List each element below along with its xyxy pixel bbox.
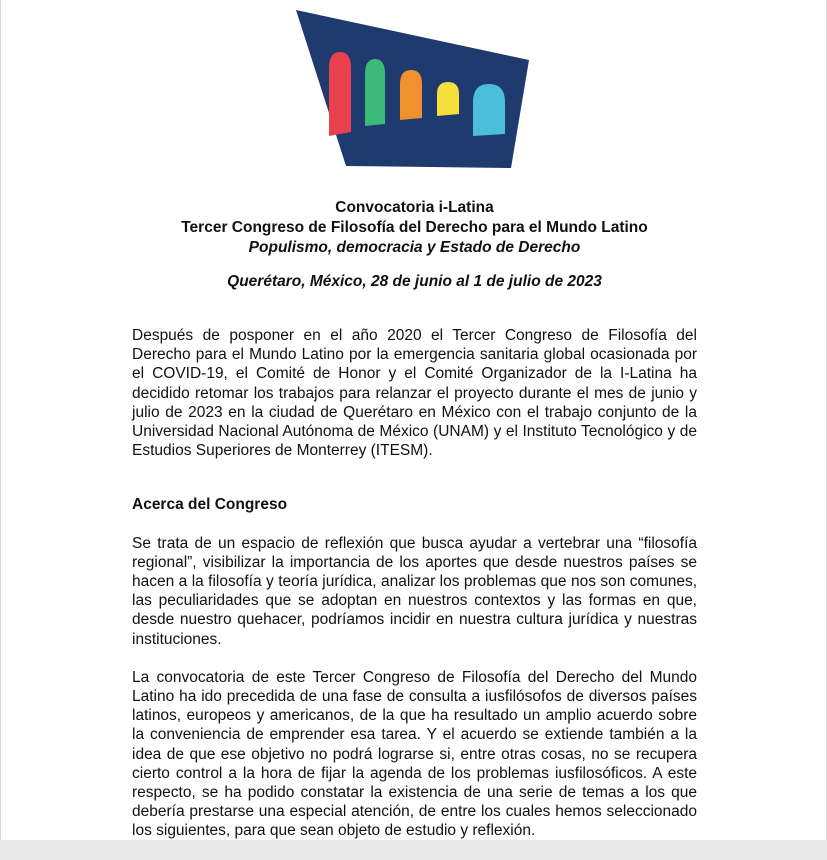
logo-arch-red [329, 52, 351, 136]
paragraph-2: La convocatoria de este Tercer Congreso de Filosofía del Derecho del Mundo Latino ha ido precedida de una fase de consulta a iusfilósofos de diversos países latinos, europeos y americanos, de la que ha resultado un amplio acuerdo sobre la conveniencia de emprender esa tarea. Y el acuerdo se extiende también a la idea de que ese objetivo no podrá lograrse si, entre otras cosas, no se recupera cierto control a la hora de fijar la agenda de los problemas iusfilosóficos. A este respecto, se ha podido constatar la existencia de una serie de temas a los que debería prestarse una especial atención, de entre los cuales hemos seleccionado los siguientes, para que sean objeto de estudio y reflexión. [132, 668, 697, 840]
document-body [132, 326, 697, 860]
logo-arch-blue [473, 84, 505, 136]
logo-arch-green [365, 59, 385, 126]
logo-arch-orange [400, 70, 422, 120]
document-header [1, 198, 827, 292]
header-line-2: Tercer Congreso de Filosofía del Derecho para el Mundo Latino [181, 219, 648, 236]
section-title: Acerca del Congreso [132, 496, 288, 514]
paragraph-1: Se trata de un espacio de reflexión que busca ayudar a vertebrar una “filosofía regional”, visibilizar la importancia de los aportes que desde nuestros países se hacen a la filosofía y teoría jurídica, analizar los problemas que nos son comunes, las peculiaridades que se adoptan en nuestros contextos y las formas en que, desde nuestro quehacer, podríamos incidir en nuestra cultura jurídica y nuestras instituciones. [132, 534, 697, 648]
logo-arch-yellow [437, 82, 459, 116]
arches-icon [291, 8, 531, 180]
header-place-date: Querétaro, México, 28 de junio al 1 de julio de 2023 [227, 273, 602, 290]
header-line-3: Populismo, democracia y Estado de Derecho [248, 239, 581, 256]
header-line-1: Convocatoria i-Latina [335, 199, 494, 216]
intro-paragraph: Después de posponer en el año 2020 el Tercer Congreso de Filosofía del Derecho para el Mundo Latino por la emergencia sanitaria global ocasionada por el COVID-19, el Comité de Honor y el Comité Organizador de la I-Latina ha decidido retomar los trabajos para relanzar el proyecto durante el mes de junio y julio de 2023 en la ciudad de Querétaro en México con el trabajo conjunto de la Universidad Nacional Autónoma de México (UNAM) y el Instituto Tecnológico y de Estudios Superiores de Monterrey (ITESM). [132, 327, 697, 460]
